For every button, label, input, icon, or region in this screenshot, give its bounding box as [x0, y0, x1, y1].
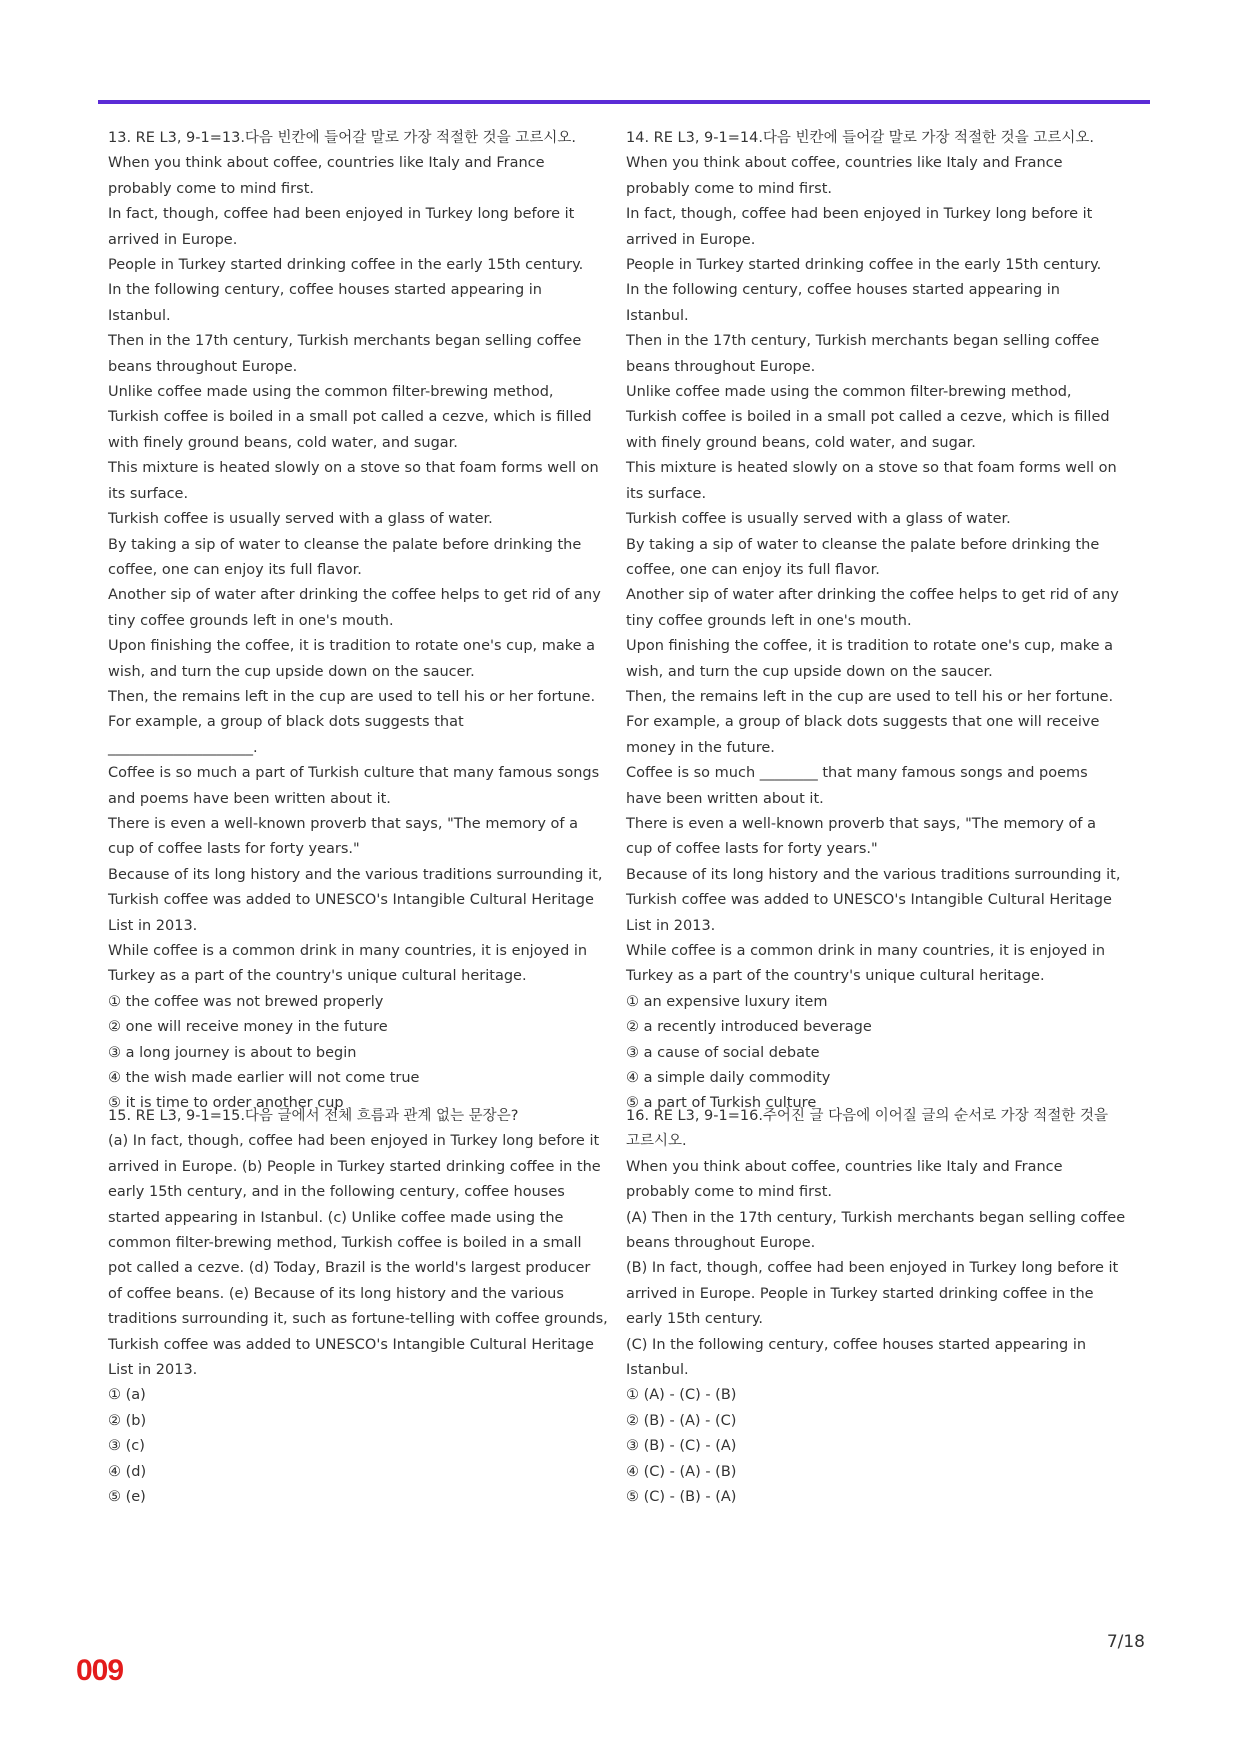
answer-option[interactable]: ⑤ (e) — [108, 1489, 146, 1506]
passage-line: By taking a sip of water to cleanse the palate before drinking the coffee, one can enjoy its full flavor. — [626, 536, 1100, 578]
passage-line: Unlike coffee made using the common filter-brewing method, Turkish coffee is boiled in a small pot called a cezve, which is filled with finely ground beans, cold water, and sugar. — [108, 384, 592, 451]
passage-line: Because of its long history and the various traditions surrounding it, Turkish coffee was added to UNESCO's Intangible Cultural Heritage List in 2013. — [108, 866, 603, 934]
answer-option[interactable]: ⑤ it is time to order another cup — [108, 1095, 344, 1112]
answer-option[interactable]: ④ a simple daily commodity — [626, 1070, 831, 1087]
passage-line: In fact, though, coffee had been enjoyed in Turkey long before it arrived in Europe. — [626, 206, 1093, 248]
passage-line: Upon finishing the coffee, it is tradition to rotate one's cup, make a wish, and turn the cup upside down on the saucer. — [626, 638, 1114, 680]
passage-line: There is even a well-known proverb that says, "The memory of a cup of coffee lasts for forty years." — [626, 815, 1096, 858]
passage-line: Turkish coffee is usually served with a glass of water. — [626, 511, 1011, 528]
passage-line: Then, the remains left in the cup are used to tell his or her fortune. — [626, 688, 1114, 705]
passage-line: Then, the remains left in the cup are used to tell his or her fortune. — [108, 688, 596, 705]
answer-option[interactable]: ③ (c) — [108, 1438, 145, 1455]
answer-option[interactable]: ⑤ a part of Turkish culture — [626, 1095, 817, 1112]
question-16 — [626, 1104, 1126, 1511]
passage-line: While coffee is a common drink in many countries, it is enjoyed in Turkey as a part of the country's unique cultural heritage. — [108, 943, 588, 985]
passage-line: Unlike coffee made using the common filter-brewing method, Turkish coffee is boiled in a small pot called a cezve, which is filled with finely ground beans, cold water, and sugar. — [626, 384, 1110, 451]
question-header: 16. RE L3, 9-1=16.주어진 글 다음에 이어질 글의 순서로 가장 적절한 것을 고르시오. — [626, 1108, 1108, 1150]
passage-line: Then in the 17th century, Turkish merchants began selling coffee beans throughout Europe. — [108, 333, 582, 375]
passage-line: Another sip of water after drinking the coffee helps to get rid of any tiny coffee grounds left in one's mouth. — [626, 587, 1119, 629]
passage-line: (A) Then in the 17th century, Turkish merchants began selling coffee beans throughout Europe. — [626, 1209, 1126, 1252]
passage-line: For example, a group of black dots suggests that one will receive money in the future. — [626, 714, 1100, 756]
answer-option[interactable]: ② (b) — [108, 1412, 147, 1429]
passage-line: People in Turkey started drinking coffee in the early 15th century. — [108, 257, 584, 274]
answer-option[interactable]: ① (A) - (C) - (B) — [626, 1387, 737, 1404]
answer-option[interactable]: ① (a) — [108, 1387, 146, 1404]
passage-line: Coffee is so much ________ that many famous songs and poems have been written about it. — [626, 765, 1088, 807]
answer-option[interactable]: ③ (B) - (C) - (A) — [626, 1438, 737, 1455]
answer-option[interactable]: ③ a cause of social debate — [626, 1044, 820, 1061]
question-header: 14. RE L3, 9-1=14.다음 빈칸에 들어갈 말로 가장 적절한 것을 고르시오. — [626, 130, 1094, 146]
passage-line: (C) In the following century, coffee houses started appearing in Istanbul. — [626, 1336, 1087, 1379]
question-header: 13. RE L3, 9-1=13.다음 빈칸에 들어갈 말로 가장 적절한 것을 고르시오. — [108, 130, 576, 146]
passage-line: When you think about coffee, countries like Italy and France probably come to mind first. — [626, 155, 1063, 197]
answer-option[interactable]: ④ (d) — [108, 1463, 147, 1480]
passage-line: This mixture is heated slowly on a stove so that foam forms well on its surface. — [626, 460, 1117, 502]
passage-line: There is even a well-known proverb that says, "The memory of a cup of coffee lasts for forty years." — [108, 815, 578, 858]
passage: (a) In fact, though, coffee had been enjoyed in Turkey long before it arrived in Europe. (b) People in Turkey started drinking coffee in the early 15th century, and in the following century, coffee houses started appearing in Istanbul. (c) Unlike coffee made using the common filter-brewing method, Turkish coffee is boiled in a small pot called a cezve. (d) Today, Brazil is the world's largest producer of coffee beans. (e) Because of its long history and the various traditions surrounding it, such as fortune-telling with coffee grounds, Turkish coffee was added to UNESCO's Intangible Cultural Heritage List in 2013. — [108, 1133, 608, 1379]
answer-option[interactable]: ② (B) - (A) - (C) — [626, 1412, 737, 1429]
answer-option[interactable]: ③ a long journey is about to begin — [108, 1044, 357, 1061]
answer-option[interactable]: ② a recently introduced beverage — [626, 1019, 872, 1036]
page-number: 7/18 — [1106, 1632, 1145, 1652]
answer-option[interactable]: ④ (C) - (A) - (B) — [626, 1463, 737, 1480]
passage-line: Turkish coffee is usually served with a glass of water. — [108, 511, 493, 528]
passage-line: People in Turkey started drinking coffee in the early 15th century. — [626, 257, 1102, 274]
passage-line: Upon finishing the coffee, it is tradition to rotate one's cup, make a wish, and turn the cup upside down on the saucer. — [108, 638, 596, 680]
passage-line: Then in the 17th century, Turkish merchants began selling coffee beans throughout Europe. — [626, 333, 1100, 375]
question-13 — [108, 126, 608, 1117]
question-header: 15. RE L3, 9-1=15.다음 글에서 전체 흐름과 관계 없는 문장은? — [108, 1108, 519, 1124]
header-rule — [98, 100, 1150, 104]
passage-line: For example, a group of black dots suggests that ____________________. — [108, 714, 464, 756]
answer-option[interactable]: ⑤ (C) - (B) - (A) — [626, 1489, 737, 1506]
passage-line: In the following century, coffee houses started appearing in Istanbul. — [626, 282, 1060, 324]
passage-line: Another sip of water after drinking the coffee helps to get rid of any tiny coffee grounds left in one's mouth. — [108, 587, 601, 629]
passage-line: (B) In fact, though, coffee had been enjoyed in Turkey long before it arrived in Europe. People in Turkey started drinking coffee in the early 15th century. — [626, 1260, 1119, 1328]
page-stamp: 009 — [76, 1654, 124, 1687]
passage-line: In the following century, coffee houses started appearing in Istanbul. — [108, 282, 542, 324]
passage-line: While coffee is a common drink in many countries, it is enjoyed in Turkey as a part of the country's unique cultural heritage. — [626, 943, 1106, 985]
answer-option[interactable]: ② one will receive money in the future — [108, 1019, 388, 1036]
passage-line: In fact, though, coffee had been enjoyed in Turkey long before it arrived in Europe. — [108, 206, 575, 248]
passage-line: When you think about coffee, countries like Italy and France probably come to mind first. — [108, 155, 545, 197]
passage-line: This mixture is heated slowly on a stove so that foam forms well on its surface. — [108, 460, 599, 502]
answer-option[interactable]: ① an expensive luxury item — [626, 993, 828, 1010]
passage-line: By taking a sip of water to cleanse the palate before drinking the coffee, one can enjoy its full flavor. — [108, 536, 582, 578]
answer-option[interactable]: ④ the wish made earlier will not come true — [108, 1070, 420, 1087]
passage-line: When you think about coffee, countries like Italy and France probably come to mind first. — [626, 1158, 1063, 1201]
answer-option[interactable]: ① the coffee was not brewed properly — [108, 993, 384, 1010]
question-14 — [626, 126, 1126, 1117]
passage-line: Coffee is so much a part of Turkish culture that many famous songs and poems have been written about it. — [108, 765, 600, 807]
passage-line: Because of its long history and the various traditions surrounding it, Turkish coffee was added to UNESCO's Intangible Cultural Heritage List in 2013. — [626, 866, 1121, 934]
question-15 — [108, 1104, 608, 1511]
